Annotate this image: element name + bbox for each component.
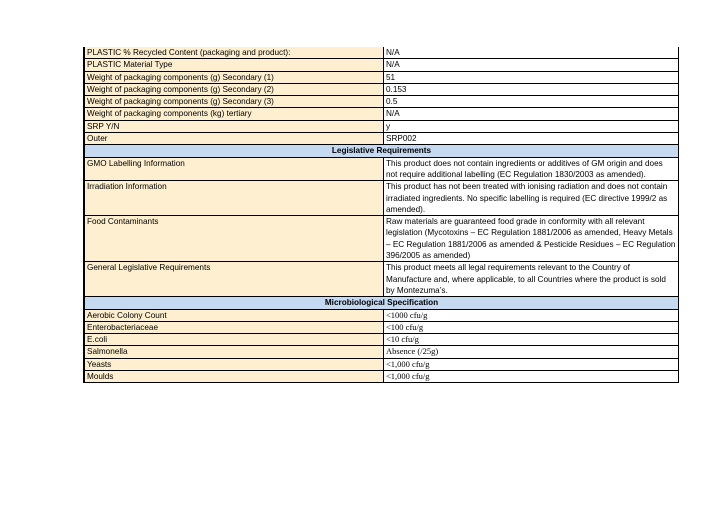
- row-label: Weight of packaging components (kg) tertiary: [85, 108, 384, 120]
- row-value: N/A: [384, 108, 679, 120]
- table-row: [85, 321, 679, 333]
- row-label: Outer: [85, 133, 384, 145]
- table-row: [85, 96, 679, 108]
- row-value: This product does not contain ingredients or additives of GM origin and does not require additional labelling (EC Regulation 1830/2003 as amended).: [384, 157, 679, 181]
- row-value: This product has not been treated with ionising radiation and does not contain irradiated ingredients. No specific labelling is required (EC directive 1999/2 as amended).: [384, 181, 679, 216]
- row-value: <10 cfu/g: [384, 334, 679, 346]
- table-row: [85, 157, 679, 181]
- table-row: [85, 108, 679, 120]
- table-row: [85, 181, 679, 216]
- row-label: Enterobacteriaceae: [85, 321, 384, 333]
- table-row: [85, 47, 679, 59]
- row-label: SRP Y/N: [85, 120, 384, 132]
- table-row: [85, 71, 679, 83]
- row-label: Irradiation Information: [85, 181, 384, 216]
- table-row: [85, 59, 679, 71]
- row-label: PLASTIC % Recycled Content (packaging and product):: [85, 47, 384, 59]
- table-row: [85, 346, 679, 358]
- row-label: PLASTIC Material Type: [85, 59, 384, 71]
- table-row: [85, 309, 679, 321]
- row-value: SRP002: [384, 133, 679, 145]
- table-row: [85, 120, 679, 132]
- row-value: <1,000 cfu/g: [384, 358, 679, 370]
- row-value: 0.153: [384, 83, 679, 95]
- section-header-row: [85, 145, 679, 157]
- row-value: 51: [384, 71, 679, 83]
- table-row: [85, 216, 679, 262]
- row-label: Weight of packaging components (g) Secondary (1): [85, 71, 384, 83]
- section-header-row: [85, 297, 679, 309]
- table-row: [85, 334, 679, 346]
- row-label: Weight of packaging components (g) Secondary (3): [85, 96, 384, 108]
- table-row: [85, 358, 679, 370]
- row-value: <100 cfu/g: [384, 321, 679, 333]
- table-row: [85, 262, 679, 297]
- row-value: Raw materials are guaranteed food grade in conformity with all relevant legislation (Mycotoxins – EC Regulation 1881/2006 as amended, Heavy Metals – EC Regulation 1881/2006 as amended & Pesticide Residues – EC Regulation 396/2005 as amended): [384, 216, 679, 262]
- row-label: Salmonella: [85, 346, 384, 358]
- row-value: y: [384, 120, 679, 132]
- row-label: E.coli: [85, 334, 384, 346]
- specification-sheet: [83, 47, 679, 383]
- specification-table: [84, 47, 679, 383]
- row-value: <1,000 cfu/g: [384, 371, 679, 383]
- table-row: [85, 371, 679, 383]
- row-label: GMO Labelling Information: [85, 157, 384, 181]
- row-label: Aerobic Colony Count: [85, 309, 384, 321]
- row-label: Moulds: [85, 371, 384, 383]
- row-label: Weight of packaging components (g) Secondary (2): [85, 83, 384, 95]
- row-label: Yeasts: [85, 358, 384, 370]
- row-value: N/A: [384, 59, 679, 71]
- row-value: 0.5: [384, 96, 679, 108]
- row-value: This product meets all legal requirements relevant to the Country of Manufacture and, where applicable, to all Countries where the product is sold by Montezuma’s.: [384, 262, 679, 297]
- microbiological-specification-heading: Microbiological Specification: [85, 297, 679, 309]
- table-row: [85, 133, 679, 145]
- row-value: N/A: [384, 47, 679, 59]
- row-label: General Legislative Requirements: [85, 262, 384, 297]
- table-row: [85, 83, 679, 95]
- row-value: Absence (/25g): [384, 346, 679, 358]
- legislative-requirements-heading: Legislative Requirements: [85, 145, 679, 157]
- row-label: Food Contaminants: [85, 216, 384, 262]
- row-value: <1000 cfu/g: [384, 309, 679, 321]
